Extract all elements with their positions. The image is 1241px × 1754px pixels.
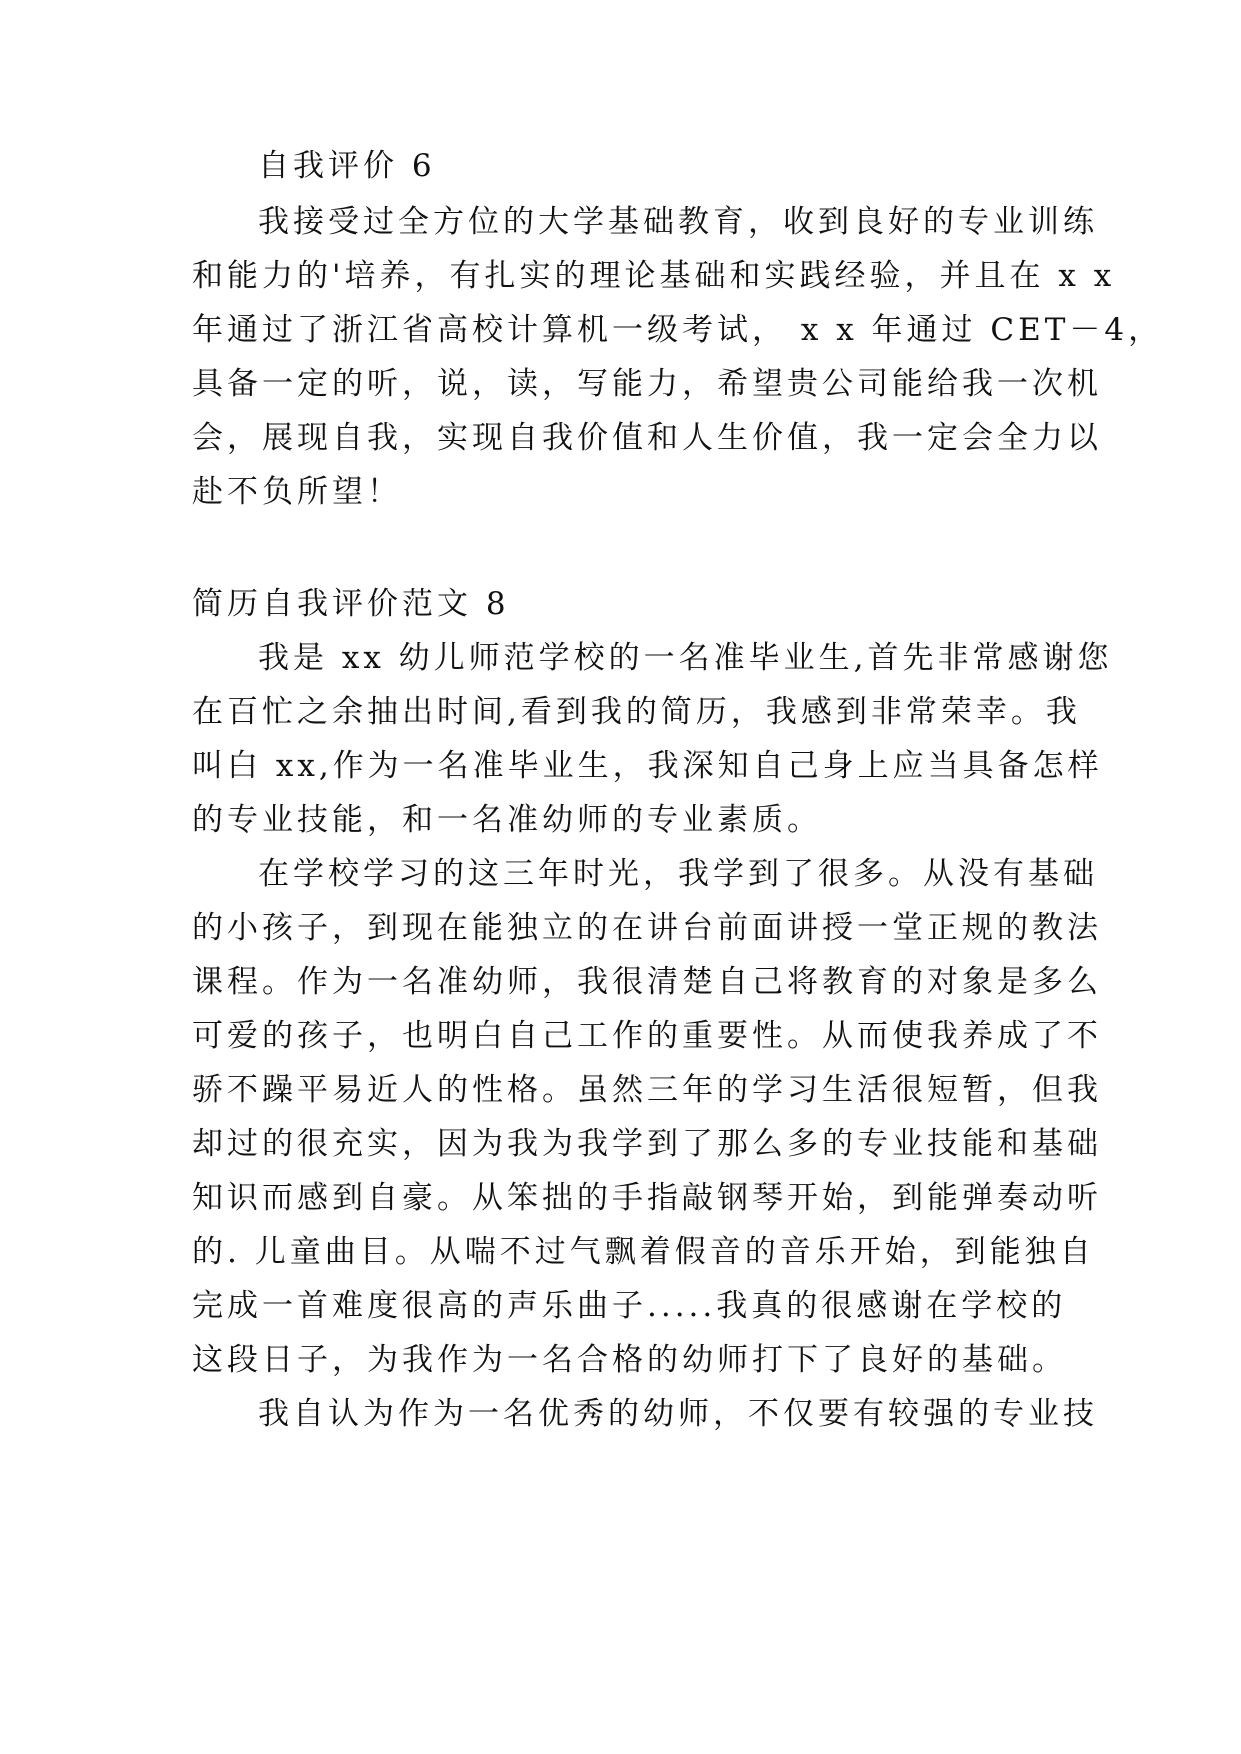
paragraph-line: 的. 儿童曲目。从喘不过气飘着假音的音乐开始，到能独自 xyxy=(192,1234,1095,1270)
paragraph-line: 叫白 xx,作为一名准毕业生，我深知自己身上应当具备怎样 xyxy=(192,748,1103,784)
paragraph-line: 课程。作为一名准幼师，我很清楚自己将教育的对象是多么 xyxy=(192,964,1102,1000)
paragraph-line: 在学校学习的这三年时光，我学到了很多。从没有基础 xyxy=(258,856,1098,892)
paragraph-line: 会，展现自我，实现自我价值和人生价值，我一定会全力以 xyxy=(192,420,1102,456)
section-heading-resume-self-evaluation-8: 简历自我评价范文 8 xyxy=(192,586,510,622)
paragraph-line: 我自认为作为一名优秀的幼师，不仅要有较强的专业技 xyxy=(258,1396,1098,1432)
paragraph-line: 知识而感到自豪。从笨拙的手指敲钢琴开始，到能弹奏动听 xyxy=(192,1180,1102,1216)
paragraph-line: 可爱的孩子，也明白自己工作的重要性。从而使我养成了不 xyxy=(192,1018,1102,1054)
paragraph-line: 我是 xx 幼儿师范学校的一名准毕业生,首先非常感谢您 xyxy=(258,640,1113,676)
paragraph-line: 这段日子，为我作为一名合格的幼师打下了良好的基础。 xyxy=(192,1342,1067,1378)
paragraph-line: 在百忙之余抽出时间,看到我的简历，我感到非常荣幸。我 xyxy=(192,694,1081,730)
paragraph-line: 却过的很充实，因为我为我学到了那么多的专业技能和基础 xyxy=(192,1126,1102,1162)
paragraph-line: 赴不负所望！ xyxy=(192,474,402,510)
paragraph-line: 骄不躁平易近人的性格。虽然三年的学习生活很短暂，但我 xyxy=(192,1072,1102,1108)
paragraph-line: 的小孩子，到现在能独立的在讲台前面讲授一堂正规的教法 xyxy=(192,910,1102,946)
paragraph-line: 我接受过全方位的大学基础教育，收到良好的专业训练 xyxy=(258,204,1098,240)
section-heading-self-evaluation-6: 自我评价 6 xyxy=(258,148,436,184)
paragraph-line: 和能力的'培养，有扎实的理论基础和实践经验，并且在 x x xyxy=(192,258,1116,294)
paragraph-line: 完成一首难度很高的声乐曲子.....我真的很感谢在学校的 xyxy=(192,1288,1067,1324)
paragraph-line: 具备一定的听，说，读，写能力，希望贵公司能给我一次机 xyxy=(192,366,1102,402)
paragraph-line: 的专业技能，和一名准幼师的专业素质。 xyxy=(192,802,822,838)
paragraph-line: 年通过了浙江省高校计算机一级考试， x x 年通过 CET－4， xyxy=(192,312,1164,348)
